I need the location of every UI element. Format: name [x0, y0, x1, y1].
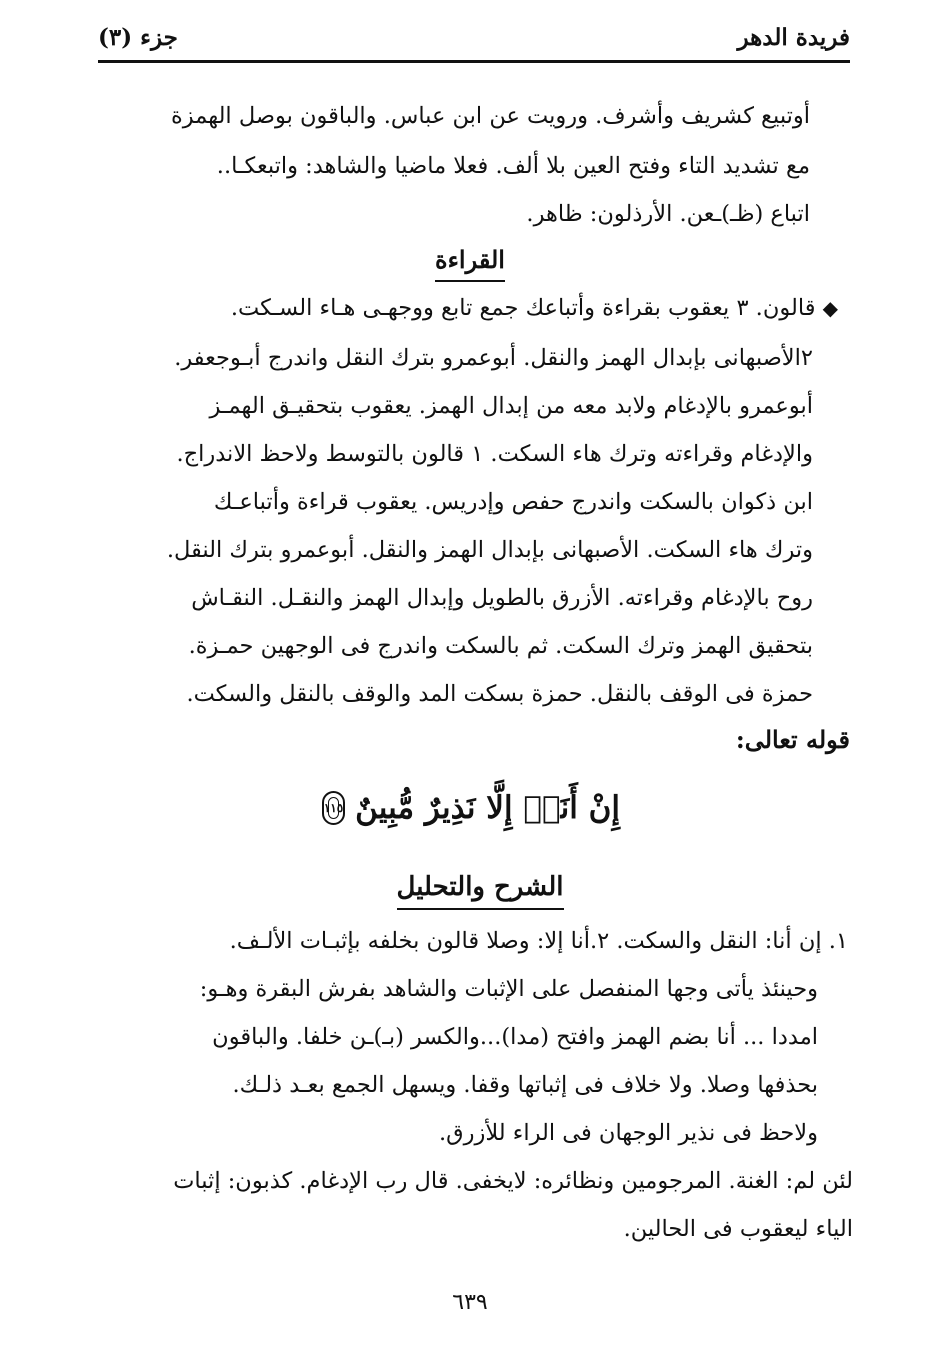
quran-verse — [323, 778, 620, 838]
qiraa-line — [108, 297, 838, 320]
sharh-line: ١. إن أنا: النقل والسكت. ٢.أنا إلا: وصلا قالون بخلفه بإثبـات الألـف. — [229, 928, 848, 954]
note-line: الياء ليعقوب فى الحالين. — [623, 1216, 853, 1242]
book-title: فريدة الدهر — [737, 24, 850, 51]
qiraa-line: ابن ذكوان بالسكت واندرج حفص وإدريس. يعقوب قراءة وأتباعـك — [213, 489, 813, 515]
qiraa-line: بتحقيق الهمز وترك السكت. ثم بالسكت واندرج فى الوجهين حمـزة. — [188, 633, 813, 659]
paragraph-line: مع تشديد التاء وفتح العين بلا ألف. فعلا ماضيا والشاهد: واتبعكـا.. — [216, 153, 810, 179]
qiraa-line: أبوعمرو بالإدغام ولابد معه من إبدال الهمز. يعقوب بتحقيـق الهمـز — [209, 393, 813, 419]
qiraa-line: وترك هاء السكت. الأصبهانى بإبدال الهمز والنقل. أبوعمرو بترك النقل. — [166, 537, 813, 563]
sharh-line: ولاحظ فى نذير الوجهان فى الراء للأزرق. — [438, 1120, 818, 1146]
part-number: جزء (٣) — [98, 24, 178, 51]
note-line: لئن لم: الغنة. المرجومين ونظائره: لايخفى. قال رب الإدغام. كذبون: إثبات — [173, 1168, 853, 1194]
verse-text: إِنْ أَنَا۠ إِلَّا نَذِيرٌ مُّبِينٌ — [355, 790, 620, 826]
sharh-line: امددا ... أنا بضم الهمز وافتح (مدا)...والكسر (بـ)ـن خلفا. والباقون — [212, 1024, 818, 1050]
qiraa-line: حمزة فى الوقف بالنقل. حمزة بسكت المد والوقف بالنقل والسكت. — [186, 681, 813, 707]
qiraa-line: والإدغام وقراءته وترك هاء السكت. ١ قالون بالتوسط ولاحظ الاندراج. — [176, 441, 813, 467]
ayah-number: ١١٥ — [323, 801, 344, 815]
section-title-qiraa: القراءة — [380, 245, 560, 274]
paragraph-line: أوتبيع كشريف وأشرف. ورويت عن ابن عباس. والباقون بوصل الهمزة — [171, 103, 810, 129]
header-rule — [98, 60, 850, 63]
page-number: ٦٣٩ — [452, 1290, 488, 1315]
verse-intro: قوله تعالى: — [735, 725, 850, 754]
qiraa-line: ٢الأصبهانى بإبدال الهمز والنقل. أبوعمرو بترك النقل واندرج أبـوجعفر. — [174, 345, 813, 371]
qiraa-line: روح بالإدغام وقراءته. الأزرق بالطويل وإبدال الهمز والنقـل. النقـاش — [191, 585, 813, 611]
section-title-sharh: الشرح والتحليل — [360, 872, 600, 902]
page-header — [98, 22, 850, 60]
qiraa-line-text: قالون. ٣ يعقوب بقراءة وأتباعك جمع تابع ووجهـى هـاء السـكت. — [230, 295, 816, 321]
paragraph-line: اتباع (ظـ)ـعن. الأرذلون: ظاهر. — [526, 201, 810, 227]
ayah-number-marker — [322, 791, 345, 825]
sharh-line: وحينئذ يأتى وجها المنفصل على الإثبات والشاهد بفرش البقرة وهـو: — [199, 976, 818, 1002]
diamond-bullet-icon: ◆ — [822, 296, 838, 320]
sharh-line: بحذفها وصلا. ولا خلاف فى إثباتها وقفا. ويسهل الجمع بعـد ذلـك. — [232, 1072, 818, 1098]
